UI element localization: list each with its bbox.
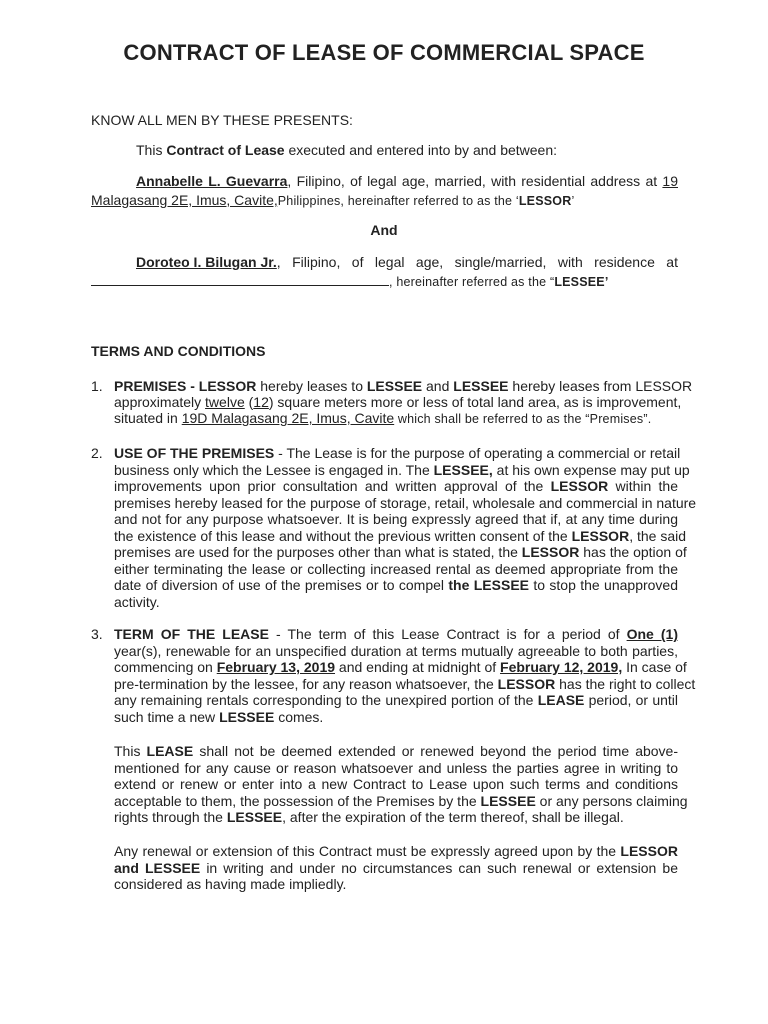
section-3-p2-line-5: rights through the LESSEE, after the expiration of the term thereof, shall be illegal. [114,809,624,825]
section-1-line-2: approximately twelve (12) square meters more or less of total land area, as is improvement, [114,394,682,410]
section-1-line-3: situated in 19D Malagasang 2E, Imus, Cavite which shall be referred to as the “Premises”. [114,410,652,426]
section-3-p3-line-1: Any renewal or extension of this Contract must be expressly agreed upon by the LESSOR [114,843,678,859]
section-3-line-5: any remaining rentals corresponding to the unexpired portion of the LEASE period, or until [114,692,679,708]
section-2-line-3: improvements upon prior consultation and written approval of the LESSOR within the [114,478,678,494]
section-1-line-1: PREMISES - LESSOR hereby leases to LESSEE and LESSEE hereby leases from LESSOR [114,378,693,394]
section-3-line-3: commencing on February 13, 2019 and ending at midnight of February 12, 2019, In case of [114,659,687,675]
section-3-p3-line-3: considered as having made impliedly. [114,876,347,892]
section-3-line-4: pre-termination by the lessee, for any reason whatsoever, the LESSOR has the right to collect [114,675,696,692]
section-3-p2-line-2: mentioned for any cause or reason whatsoever and unless the parties agree in writing to [114,759,678,776]
section-3-p2-line-4: acceptable to them, the possession of the Premises by the LESSEE or any persons claiming [114,792,688,809]
section-2-line-1: USE OF THE PREMISES - The Lease is for the purpose of operating a commercial or retail [114,445,681,461]
and-label: And [370,222,398,238]
section-3-p2-line-1: This LEASE shall not be deemed extended or renewed beyond the period time above- [114,743,679,759]
section-1-number: 1. [91,378,103,394]
section-2-line-10: activity. [114,593,160,610]
lessor-party-line-1: Annabelle L. Guevarra, Filipino, of legal age, married, with residential address at 19 [136,173,678,189]
section-2-number: 2. [91,445,103,461]
lessor-party-line-2: Malagasang 2E, Imus, Cavite,Philippines, hereinafter referred to as the ‘LESSOR’ [91,192,575,208]
section-3-p2-line-3: extend or renew or enter into a new Contract to Lease upon such terms and conditions [114,776,678,792]
lessee-party-line-2: , hereinafter referred as the “LESSEE’ [91,273,609,291]
section-2-line-4: premises hereby leased for the purpose of storage, retail, wholesale and commercial in nature [114,494,697,511]
lessee-party-line-1: Doroteo I. Bilugan Jr., Filipino, of legal age, single/married, with residence at [136,254,678,270]
lessee-name: Doroteo I. Bilugan Jr. [136,254,277,270]
section-3-line-2: year(s), renewable for an unspecified duration at terms mutually agreeable to both parties, [114,642,678,659]
terms-heading: TERMS AND CONDITIONS [91,343,266,359]
section-2-line-6: the existence of this lease and without the previous written consent of the LESSOR, the said [114,527,687,544]
lessor-name: Annabelle L. Guevarra [136,173,288,189]
section-3-number: 3. [91,626,103,642]
residence-blank-field[interactable] [91,273,389,286]
section-2-line-8: either terminating the lease or collecting increased rental as deemed appropriate from the [114,560,678,577]
know-all-men-line: KNOW ALL MEN BY THESE PRESENTS: [91,112,353,128]
section-3-p3-line-2: and LESSEE in writing and under no circumstances can such renewal or extension be [114,859,678,876]
section-2-line-5: and not for any purpose whatsoever. It is being expressly agreed that if, at any time during [114,511,678,527]
intro-line: This Contract of Lease executed and entered into by and between: [136,142,558,158]
section-3-line-6: such time a new LESSEE comes. [114,708,324,725]
section-3-line-1: TERM OF THE LEASE - The term of this Lease Contract is for a period of One (1) [114,626,678,642]
section-2-line-2: business only which the Lessee is engaged in. The LESSEE, at his own expense may put up [114,461,690,478]
section-2-line-9: date of diversion of use of the premises or to compel the LESSEE to stop the unapproved [114,577,679,593]
document-title: CONTRACT OF LEASE OF COMMERCIAL SPACE [123,40,645,65]
section-2-line-7: premises are used for the purposes other than what is stated, the LESSOR has the option of [114,544,687,560]
